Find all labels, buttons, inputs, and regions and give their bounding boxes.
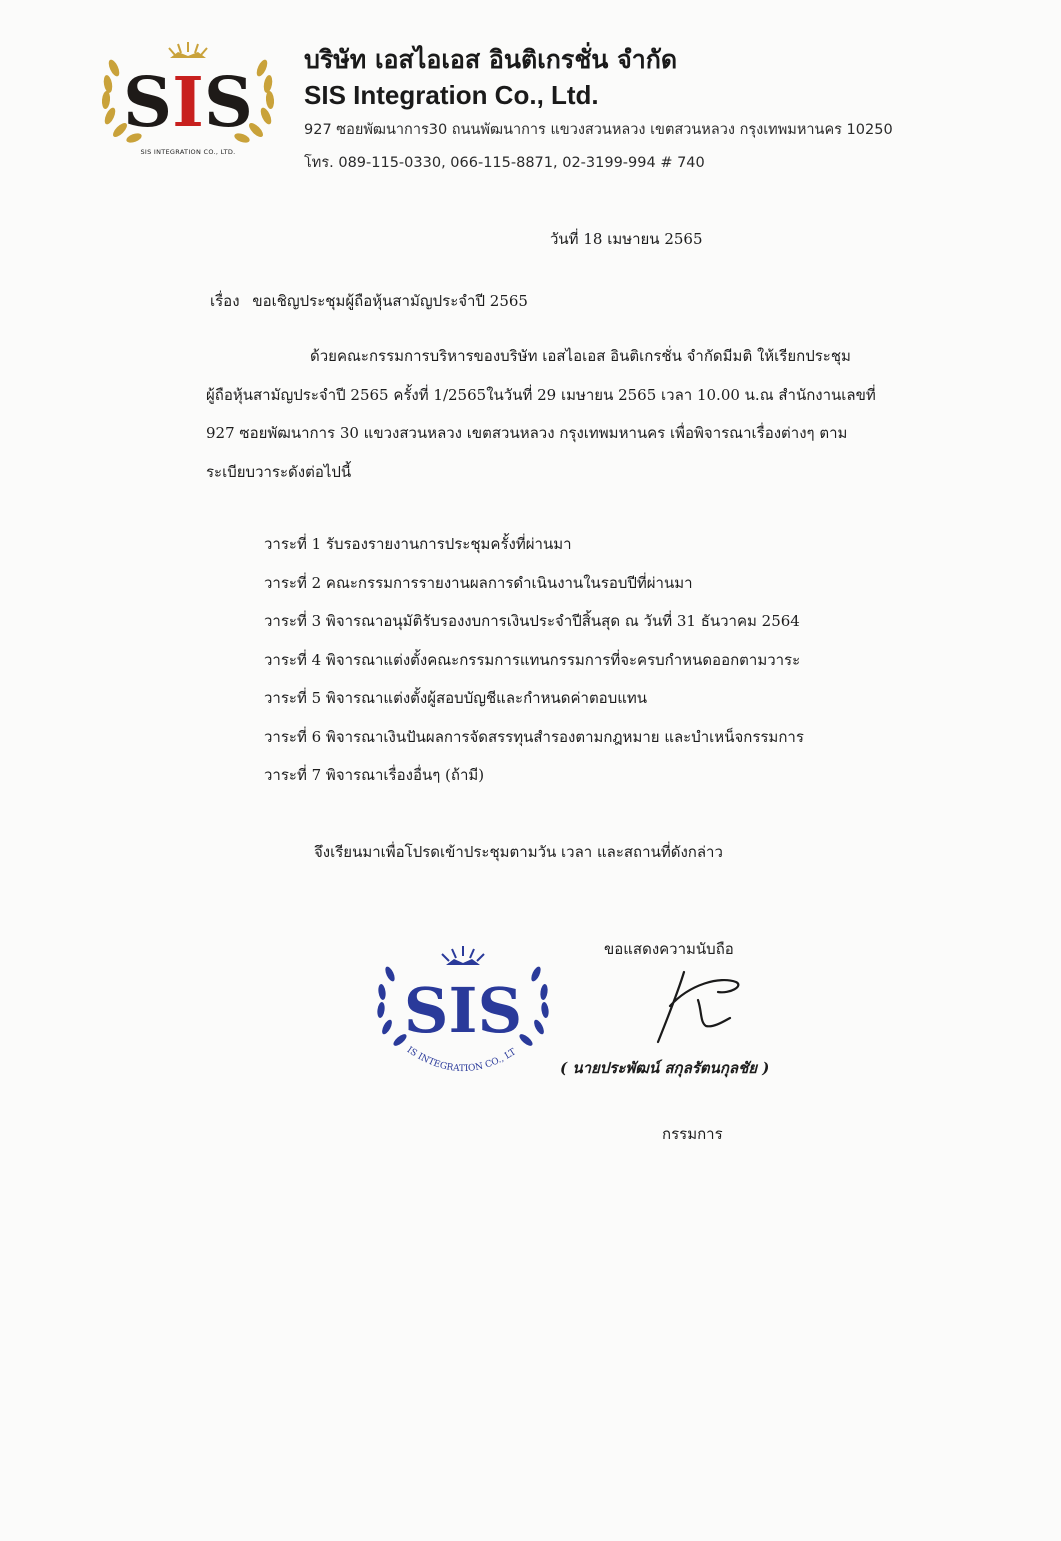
- closing-sentence: จึงเรียนมาเพื่อโปรดเข้าประชุมตามวัน เวลา และสถานที่ดังกล่าว: [314, 843, 723, 861]
- agenda-item: วาระที่ 7 พิจารณาเรื่องอื่นๆ (ถ้ามี): [264, 766, 485, 784]
- stamp-caption: IS INTEGRATION CO., LT: [404, 1045, 518, 1075]
- regards-text: ขอแสดงความนับถือ: [604, 940, 734, 958]
- signer-title: กรรมการ: [662, 1125, 723, 1143]
- signer-name: ( นายประพัฒน์ สกุลรัตนกุลชัย ): [560, 1059, 770, 1077]
- agenda-item: วาระที่ 2 คณะกรรมการรายงานผลการดำเนินงานในรอบปีที่ผ่านมา: [264, 573, 693, 592]
- subject-label: เรื่อง: [210, 292, 240, 310]
- laurel-crown-icon: [92, 38, 284, 148]
- agenda-item: วาระที่ 3 พิจารณาอนุมัติรับรองงบการเงินประจำปีสิ้นสุด ณ วันที่ 31 ธันวาคม 2564: [264, 612, 800, 630]
- paragraph-line: ด้วยคณะกรรมการบริหารของบริษัท เอสไอเอส อินติเกรชั่น จำกัดมีมติ ให้เรียกประชุม: [310, 347, 851, 365]
- agenda-item: วาระที่ 1 รับรองรายงานการประชุมครั้งที่ผ่านมา: [264, 535, 572, 553]
- company-address: 927 ซอยพัฒนาการ30 ถนนพัฒนาการ แขวงสวนหลวง เขตสวนหลวง กรุงเทพมหานคร 10250: [304, 122, 893, 138]
- letter-date: วันที่ 18 เมษายน 2565: [550, 230, 703, 248]
- company-phone: โทร. 089-115-0330, 066-115-8871, 02-3199-994 # 740: [304, 155, 705, 171]
- company-name-thai: บริษัท เอสไอเอส อินติเกรชั่น จำกัด: [304, 45, 678, 74]
- stamp-text: SIS: [403, 974, 523, 1047]
- paragraph-line: ผู้ถือหุ้นสามัญประจำปี 2565 ครั้งที่ 1/2565ในวันที่ 29 เมษายน 2565 เวลา 10.00 น.ณ สำนักงานเลขที่: [206, 386, 876, 404]
- letter-subject: [210, 289, 528, 313]
- agenda-item: วาระที่ 4 พิจารณาแต่งตั้งคณะกรรมการแทนกรรมการที่จะครบกำหนดออกตามวาระ: [264, 650, 801, 669]
- paragraph-line: 927 ซอยพัฒนาการ 30 แขวงสวนหลวง เขตสวนหลวง กรุงเทพมหานคร เพื่อพิจารณาเรื่องต่างๆ ตาม: [206, 424, 848, 442]
- agenda-item: วาระที่ 6 พิจารณาเงินปันผลการจัดสรรทุนสำรองตามกฎหมาย และบำเหน็จกรรมการ: [264, 727, 804, 746]
- company-name-english: SIS Integration Co., Ltd.: [304, 80, 599, 110]
- subject-text: ขอเชิญประชุมผู้ถือหุ้นสามัญประจำปี 2565: [252, 292, 528, 310]
- paragraph-line: ระเบียบวาระดังต่อไปนี้: [206, 463, 352, 481]
- signature-mark: [640, 962, 750, 1048]
- agenda-item: วาระที่ 5 พิจารณาแต่งตั้งผู้สอบบัญชีและกำหนดค่าตอบแทน: [264, 689, 648, 707]
- company-stamp: [368, 940, 558, 1085]
- company-logo: [92, 38, 284, 166]
- logo-caption: SIS INTEGRATION CO., LTD.: [140, 148, 236, 156]
- svg-text:SIS: SIS: [122, 63, 254, 143]
- agenda-list: [264, 532, 804, 802]
